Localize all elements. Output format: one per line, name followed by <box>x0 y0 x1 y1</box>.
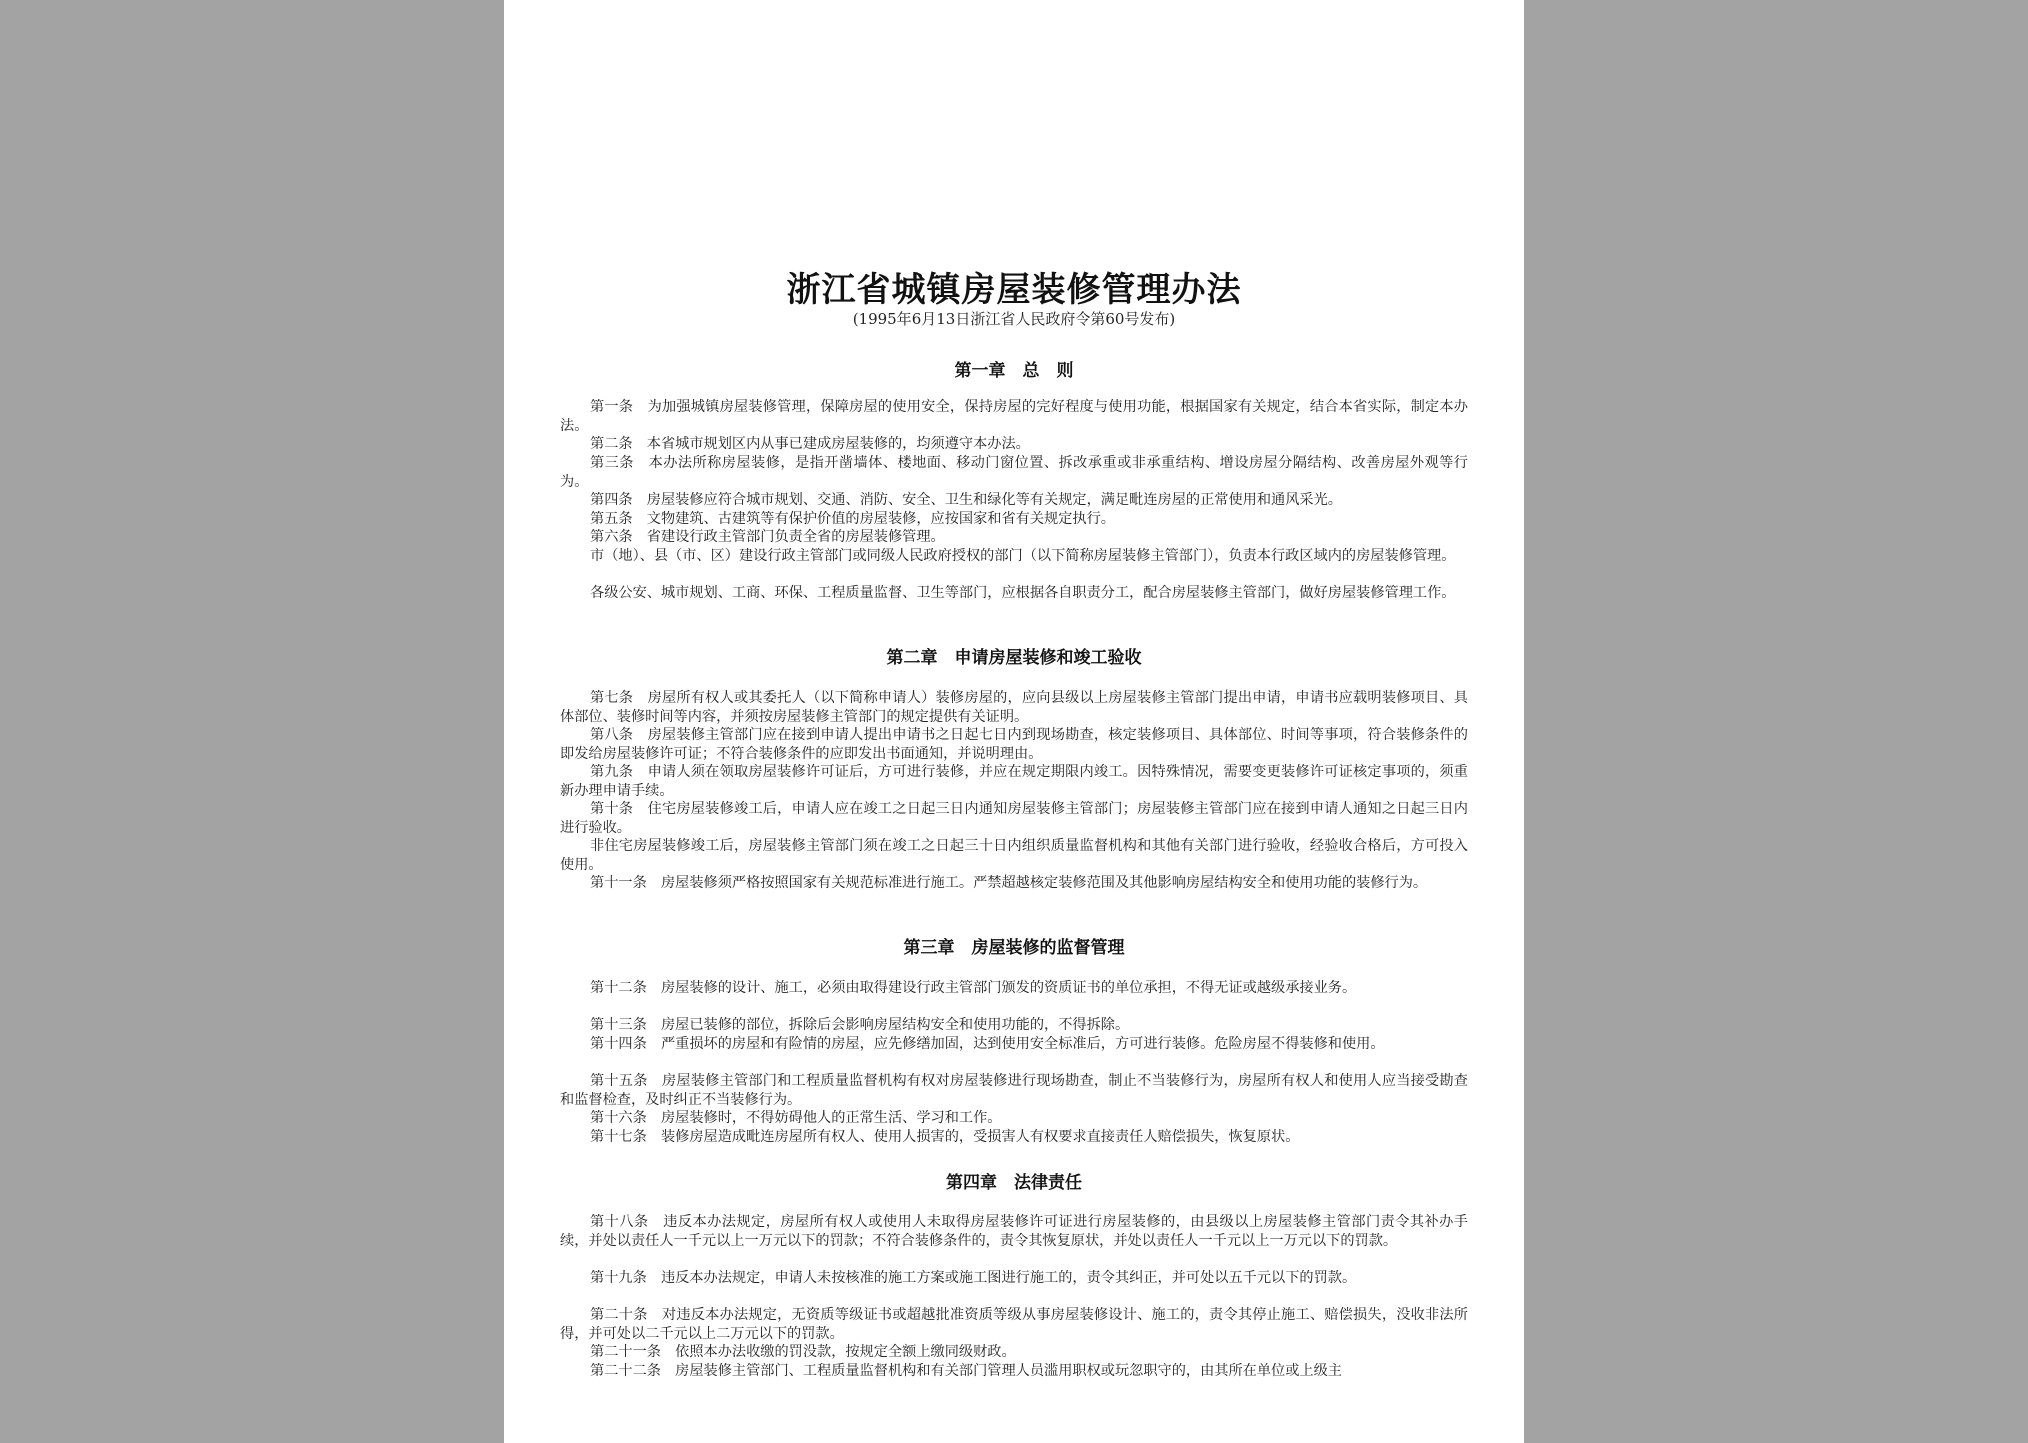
article-10-para-2: 非住宅房屋装修竣工后，房屋装修主管部门须在竣工之日起三十日内组织质量监督机构和其他有关部门进行验收，经验收合格后，方可投入使用。 <box>560 838 1468 873</box>
article-18: 第十八条 违反本办法规定，房屋所有权人或使用人未取得房屋装修许可证进行房屋装修的，由县级以上房屋装修主管部门责令其补办手续，并处以责任人一千元以上一万元以下的罚款；不符合装修条件的，责令其恢复原状，并处以责任人一千元以上一万元以下的罚款。 <box>560 1214 1468 1249</box>
article-20: 第二十条 对违反本办法规定，无资质等级证书或超越批准资质等级从事房屋装修设计、施工的，责令其停止施工、赔偿损失，没收非法所得，并可处以二千元以上二万元以下的罚款。 <box>560 1307 1468 1342</box>
article-13: 第十三条 房屋已装修的部位，拆除后会影响房屋结构安全和使用功能的，不得拆除。 <box>590 1017 1130 1033</box>
article-19: 第十九条 违反本办法规定，申请人未按核准的施工方案或施工图进行施工的，责令其纠正，并可处以五千元以下的罚款。 <box>590 1270 1357 1286</box>
chapter-heading-4: 第四章 法律责任 <box>946 1173 1082 1193</box>
document-title: 浙江省城镇房屋装修管理办法 <box>786 270 1242 310</box>
article-21: 第二十一条 依照本办法收缴的罚没款，按规定全额上缴同级财政。 <box>590 1344 1016 1360</box>
chapter-heading-1: 第一章 总 则 <box>954 361 1074 381</box>
document-subtitle: (1995年6月13日浙江省人民政府令第60号发布) <box>852 310 1176 328</box>
article-5: 第五条 文物建筑、古建筑等有保护价值的房屋装修，应按国家和省有关规定执行。 <box>590 511 1115 527</box>
article-1: 第一条 为加强城镇房屋装修管理，保障房屋的使用安全，保持房屋的完好程度与使用功能，根据国家有关规定，结合本省实际，制定本办法。 <box>560 399 1468 434</box>
document-page <box>504 0 1524 1443</box>
article-3: 第三条 本办法所称房屋装修，是指开凿墙体、楼地面、移动门窗位置、拆改承重或非承重结构、增设房屋分隔结构、改善房屋外观等行为。 <box>560 455 1468 490</box>
article-15: 第十五条 房屋装修主管部门和工程质量监督机构有权对房屋装修进行现场勘查，制止不当装修行为，房屋所有权人和使用人应当接受勘查和监督检查，及时纠正不当装修行为。 <box>560 1073 1468 1108</box>
article-6-para-3: 各级公安、城市规划、工商、环保、工程质量监督、卫生等部门，应根据各自职责分工，配合房屋装修主管部门，做好房屋装修管理工作。 <box>590 585 1456 601</box>
article-17: 第十七条 装修房屋造成毗连房屋所有权人、使用人损害的，受损害人有权要求直接责任人赔偿损失，恢复原状。 <box>590 1129 1300 1145</box>
article-7: 第七条 房屋所有权人或其委托人（以下简称申请人）装修房屋的，应向县级以上房屋装修主管部门提出申请，申请书应载明装修项目、具体部位、装修时间等内容，并须按房屋装修主管部门的规定提供有关证明。 <box>560 690 1468 725</box>
article-6-para-2: 市（地）、县（市、区）建设行政主管部门或同级人民政府授权的部门（以下简称房屋装修主管部门），负责本行政区域内的房屋装修管理。 <box>590 548 1456 564</box>
article-9: 第九条 申请人须在领取房屋装修许可证后，方可进行装修，并应在规定期限内竣工。因特殊情况，需要变更装修许可证核定事项的，须重新办理申请手续。 <box>560 764 1468 799</box>
article-22: 第二十二条 房屋装修主管部门、工程质量监督机构和有关部门管理人员滥用职权或玩忽职守的，由其所在单位或上级主 <box>590 1363 1342 1379</box>
article-14: 第十四条 严重损坏的房屋和有险情的房屋，应先修缮加固，达到使用安全标准后，方可进行装修。危险房屋不得装修和使用。 <box>590 1036 1385 1052</box>
article-2: 第二条 本省城市规划区内从事已建成房屋装修的，均须遵守本办法。 <box>590 436 1030 452</box>
chapter-heading-2: 第二章 申请房屋装修和竣工验收 <box>886 648 1142 668</box>
article-10: 第十条 住宅房屋装修竣工后，申请人应在竣工之日起三日内通知房屋装修主管部门；房屋装修主管部门应在接到申请人通知之日起三日内进行验收。 <box>560 801 1468 836</box>
article-6: 第六条 省建设行政主管部门负责全省的房屋装修管理。 <box>590 529 945 545</box>
article-16: 第十六条 房屋装修时，不得妨碍他人的正常生活、学习和工作。 <box>590 1110 1002 1126</box>
article-11: 第十一条 房屋装修须严格按照国家有关规范标准进行施工。严禁超越核定装修范围及其他影响房屋结构安全和使用功能的装修行为。 <box>590 875 1428 891</box>
chapter-heading-3: 第三章 房屋装修的监督管理 <box>903 938 1125 958</box>
article-12: 第十二条 房屋装修的设计、施工，必须由取得建设行政主管部门颁发的资质证书的单位承担，不得无证或越级承接业务。 <box>590 980 1357 996</box>
article-8: 第八条 房屋装修主管部门应在接到申请人提出申请书之日起七日内到现场勘查，核定装修项目、具体部位、时间等事项，符合装修条件的即发给房屋装修许可证；不符合装修条件的应即发出书面通知，并说明理由。 <box>560 727 1468 762</box>
article-4: 第四条 房屋装修应符合城市规划、交通、消防、安全、卫生和绿化等有关规定，满足毗连房屋的正常使用和通风采光。 <box>590 492 1342 508</box>
